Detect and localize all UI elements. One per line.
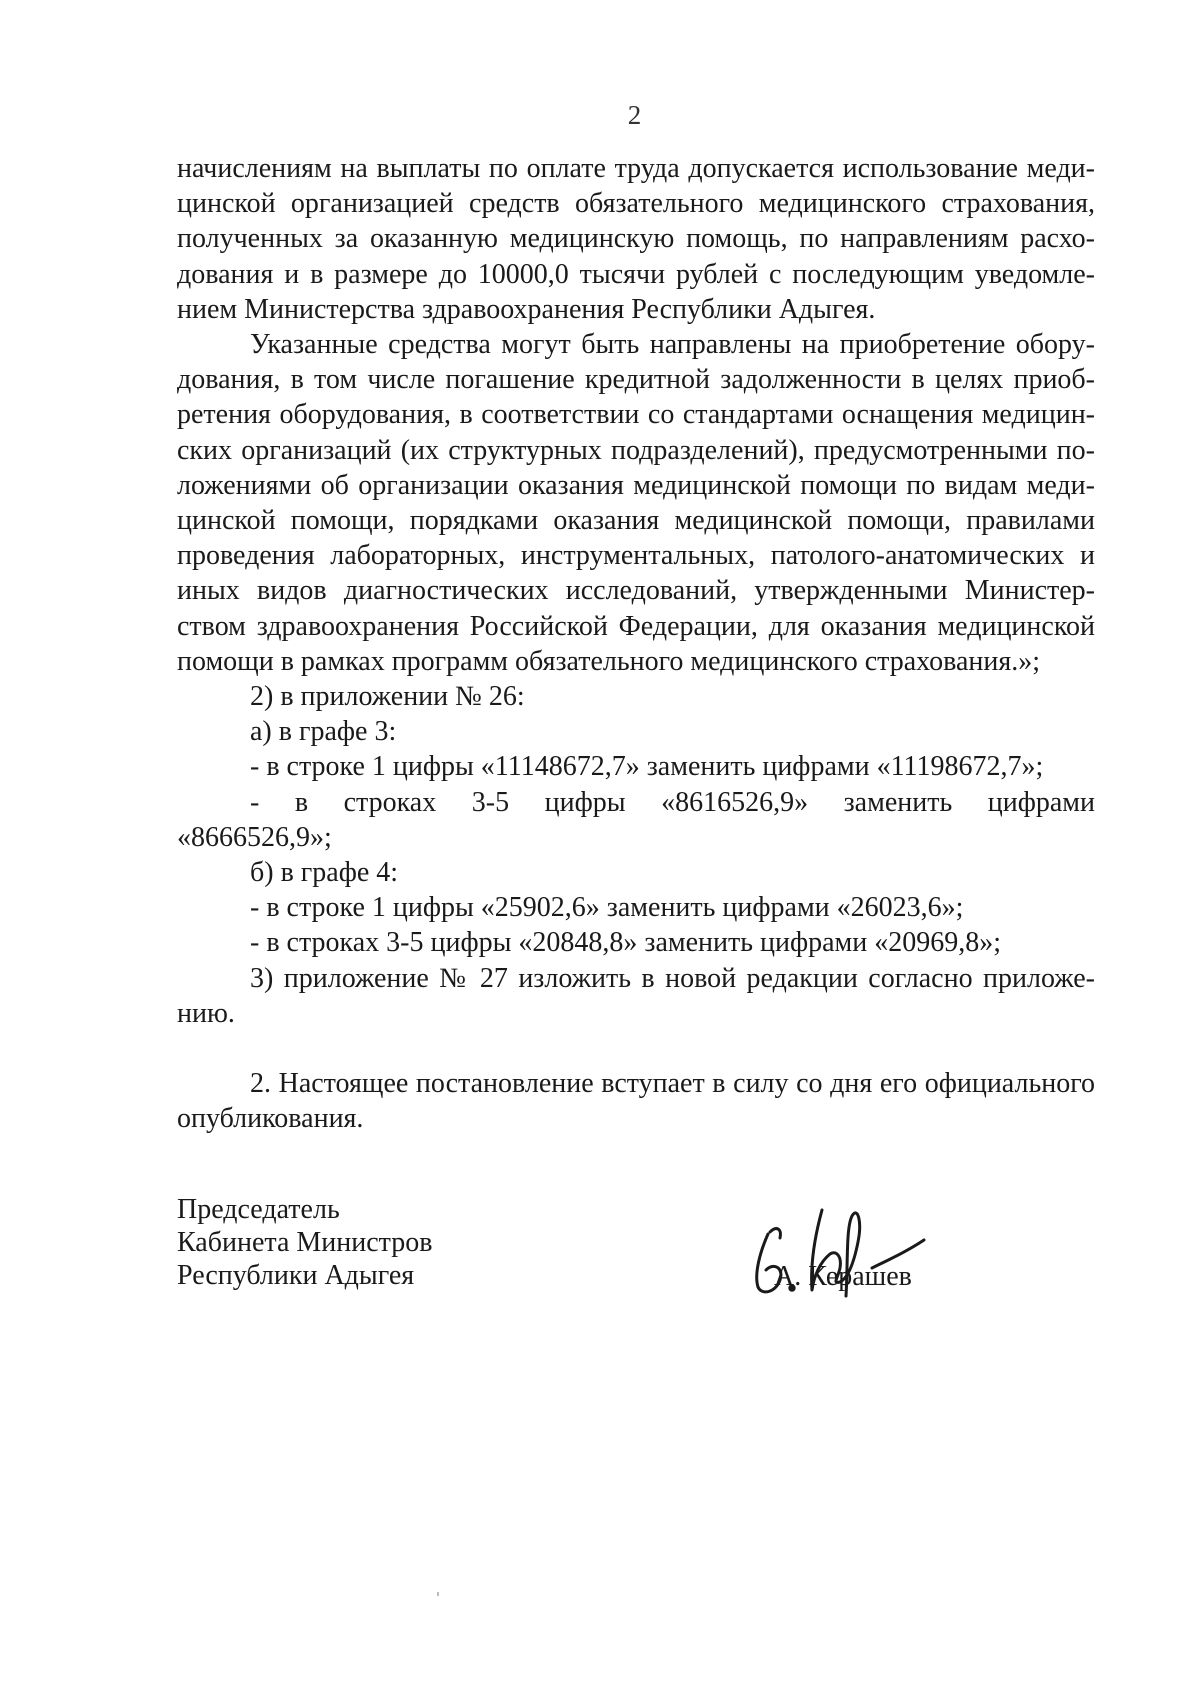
text-line: цинской организацией средств обязательного медицинского страхования,	[177, 188, 1095, 220]
signatory-title-line: Кабинета Министров	[177, 1227, 433, 1258]
item-column-3-row-1: - в строке 1 цифры «11148672,7» заменить цифрами «11198672,7»;	[250, 751, 1044, 783]
item-appendix-27: 3) приложение № 27 изложить в новой редакции согласно приложе-	[250, 962, 1095, 994]
item-column-3-rows-3-5-cont: «8666526,9»;	[177, 821, 332, 853]
signatory-title-line: Республики Адыгея	[177, 1260, 415, 1291]
document-body	[177, 151, 1095, 1136]
text-line: нием Министерства здравоохранения Республики Адыгея.	[177, 293, 876, 325]
clause-effective-date-cont: опубликования.	[177, 1103, 364, 1135]
text-line: ретения оборудования, в соответствии со стандартами оснащения медицин-	[177, 399, 1095, 431]
paragraph-funds-usage	[177, 327, 1095, 679]
item-appendix-27-cont: нию.	[177, 997, 235, 1029]
paragraph-continuation	[177, 151, 1095, 327]
item-column-3-rows-3-5: - в строках 3-5 цифры «8616526,9» заменить цифрами	[250, 786, 1095, 818]
spacer	[177, 1031, 1095, 1066]
text-line: дования и в размере до 10000,0 тысячи рублей с последующим уведомле-	[177, 258, 1095, 290]
signatory-name: А. Керашев	[774, 1261, 912, 1292]
text-line: иных видов диагностических исследований, утвержденными Министер-	[177, 575, 1095, 607]
signatory-title	[177, 1193, 1095, 1292]
text-line: Указанные средства могут быть направлены на приобретение обору-	[250, 329, 1095, 361]
item-column-4-rows-3-5: - в строках 3-5 цифры «20848,8» заменить цифрами «20969,8»;	[250, 927, 1002, 959]
text-line: проведения лабораторных, инструментальных, патолого-анатомических и	[177, 540, 1095, 572]
text-line: дования, в том числе погашение кредитной задолженности в целях приоб-	[177, 364, 1095, 396]
item-appendix-26: 2) в приложении № 26:	[250, 681, 525, 713]
clause-effective-date: 2. Настоящее постановление вступает в силу со дня его официального	[250, 1068, 1095, 1100]
text-line: цинской помощи, порядками оказания медицинской помощи, правилами	[177, 505, 1095, 537]
text-line: начислениям на выплаты по оплате труда допускается использование меди-	[177, 153, 1095, 184]
text-line: ством здравоохранения Российской Федерации, для оказания медицинской	[177, 610, 1095, 642]
text-line: ских организаций (их структурных подразделений), предусмотренными по-	[177, 434, 1095, 466]
text-line: ложениями об организации оказания медицинской помощи по видам меди-	[177, 469, 1095, 501]
item-column-4: б) в графе 4:	[250, 857, 399, 889]
signatory-title-line: Председатель	[177, 1194, 340, 1225]
item-column-3: а) в графе 3:	[250, 716, 397, 748]
item-column-4-row-1: - в строке 1 цифры «25902,6» заменить цифрами «26023,6»;	[250, 892, 964, 924]
scan-artifact	[437, 1592, 439, 1596]
text-line: полученных за оказанную медицинскую помощь, по направлениям расхо-	[177, 223, 1095, 255]
text-line: помощи в рамках программ обязательного медицинского страхования.»;	[177, 645, 1041, 677]
page-number: 2	[627, 100, 642, 130]
